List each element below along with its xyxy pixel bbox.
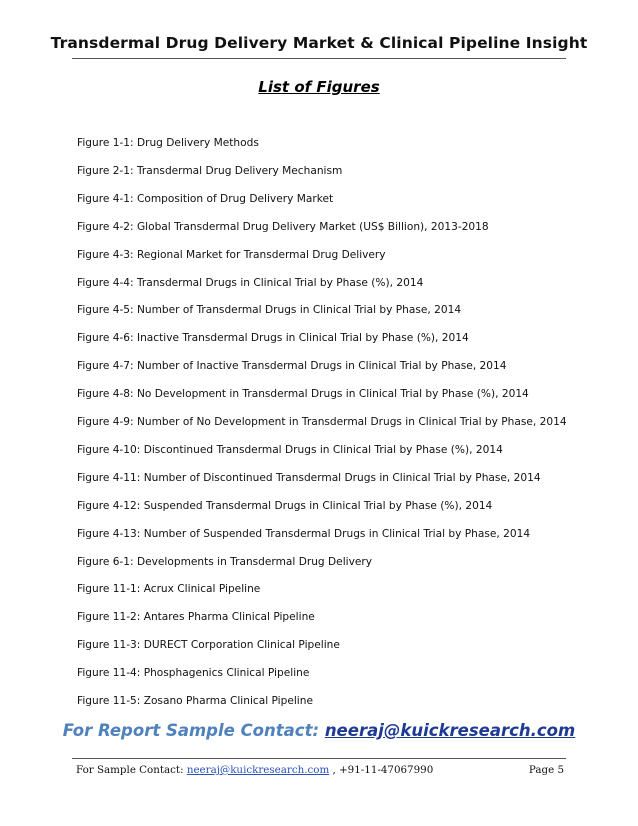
sample-contact-banner bbox=[0, 721, 638, 740]
figure-list-item: Figure 6-1: Developments in Transdermal Drug Delivery bbox=[77, 555, 372, 568]
figure-list-item: Figure 4-10: Discontinued Transdermal Drugs in Clinical Trial by Phase (%), 2014 bbox=[77, 443, 503, 456]
figure-list-item: Figure 4-1: Composition of Drug Delivery Market bbox=[77, 192, 334, 205]
figure-list-item: Figure 4-8: No Development in Transdermal Drugs in Clinical Trial by Phase (%), 2014 bbox=[77, 388, 529, 401]
figure-list-item: Figure 11-4: Phosphagenics Clinical Pipeline bbox=[77, 667, 310, 680]
figure-list-item: Figure 2-1: Transdermal Drug Delivery Mechanism bbox=[77, 164, 343, 177]
figure-list-item: Figure 11-2: Antares Pharma Clinical Pipeline bbox=[77, 611, 315, 624]
figure-list-item: Figure 4-6: Inactive Transdermal Drugs in Clinical Trial by Phase (%), 2014 bbox=[77, 332, 469, 345]
figure-list-item: Figure 4-7: Number of Inactive Transdermal Drugs in Clinical Trial by Phase, 2014 bbox=[77, 360, 507, 373]
figure-list-item: Figure 4-4: Transdermal Drugs in Clinical Trial by Phase (%), 2014 bbox=[77, 276, 424, 289]
figure-list-item: Figure 1-1: Drug Delivery Methods bbox=[77, 137, 259, 149]
figure-list-item: Figure 4-13: Number of Suspended Transdermal Drugs in Clinical Trial by Phase, 2014 bbox=[77, 527, 531, 540]
header-rule bbox=[72, 58, 566, 59]
figure-list-item: Figure 4-11: Number of Discontinued Transdermal Drugs in Clinical Trial by Phase, 2014 bbox=[77, 471, 541, 484]
sample-contact-label: For Report Sample Contact: bbox=[62, 721, 325, 740]
footer-contact bbox=[76, 764, 433, 776]
list-of-figures-title: List of Figures bbox=[258, 78, 380, 96]
figure-list-item: Figure 4-5: Number of Transdermal Drugs in Clinical Trial by Phase, 2014 bbox=[77, 304, 462, 317]
figure-list-item: Figure 11-5: Zosano Pharma Clinical Pipeline bbox=[77, 695, 313, 707]
figure-list-item: Figure 4-2: Global Transdermal Drug Delivery Market (US$ Billion), 2013-2018 bbox=[77, 220, 489, 233]
footer-phone: , +91-11-47067990 bbox=[329, 764, 434, 776]
figure-list-item: Figure 4-12: Suspended Transdermal Drugs in Clinical Trial by Phase (%), 2014 bbox=[77, 499, 493, 512]
figure-list-item: Figure 4-3: Regional Market for Transdermal Drug Delivery bbox=[77, 248, 386, 261]
figure-list-item: Figure 11-1: Acrux Clinical Pipeline bbox=[77, 583, 261, 596]
footer-contact-prefix: For Sample Contact: bbox=[76, 764, 187, 776]
page-number: Page 5 bbox=[528, 764, 564, 776]
footer-rule bbox=[72, 758, 566, 759]
sample-contact-email[interactable]: neeraj@kuickresearch.com bbox=[324, 721, 576, 740]
footer-email-link[interactable]: neeraj@kuickresearch.com bbox=[186, 764, 330, 776]
page-header-title: Transdermal Drug Delivery Market & Clinical Pipeline Insight bbox=[50, 34, 588, 52]
figure-list-item: Figure 11-3: DURECT Corporation Clinical Pipeline bbox=[77, 639, 340, 652]
figure-list-item: Figure 4-9: Number of No Development in Transdermal Drugs in Clinical Trial by Phase, 2014 bbox=[77, 416, 567, 428]
